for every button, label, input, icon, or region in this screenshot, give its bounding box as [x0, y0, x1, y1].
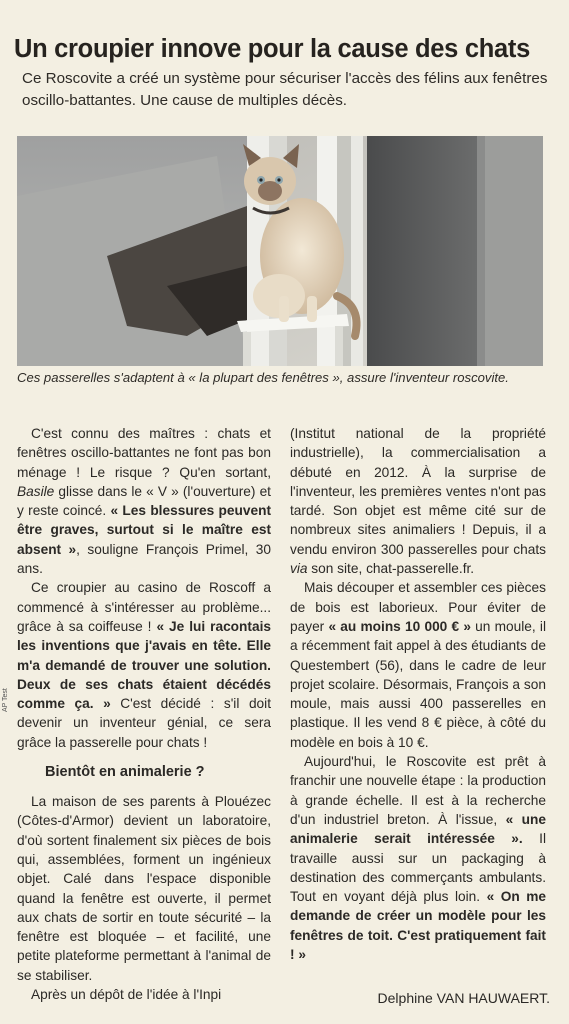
- photo-credit: AP Test: [2, 688, 9, 712]
- paragraph-1: C'est connu des maîtres : chats et fenêtres oscillo-battantes ne font pas bon ménage ! Le risque ? Qu'en sortant, Basile glisse dans le « V » (l'ouverture) et y reste coincé. « Les blessures peuvent être graves, surtout si le maître est absent », souligne François Primel, 30 ans.: [17, 426, 271, 577]
- article-photo-cat-on-window-passerelle: [17, 136, 543, 366]
- paragraph-3: La maison de ses parents à Plouézec (Côtes-d'Armor) devient un laboratoire, d'où sortent finalement six pièces de bois qui, assemblées, forment un ingénieux objet. Calé dans l'espace disponible quand la fenêtre est ouverte, il permet aux chats de sortir en toute sécurité – la fenêtre est bloquée – et facilité, une petite plateforme permettant à l'animal de se stabiliser.: [17, 794, 271, 983]
- paragraph-4-continued: (Institut national de la propriété industrielle), la commercialisation a débuté en 2012. À la surprise de l'inventeur, les premières ventes n'ont pas tardé. Son objet est même cité sur de nombreux sites animaliers ! Depuis, il a vendu environ 300 passerelles pour chats via son site, chat-passerelle.fr.: [290, 426, 546, 577]
- article-subhead: Bientôt en animalerie ?: [45, 764, 205, 781]
- article-column-right: [290, 424, 546, 964]
- paragraph-4-start: Après un dépôt de l'idée à l'Inpi: [31, 987, 222, 1003]
- author-signature: Delphine VAN HAUWAERT.: [377, 990, 550, 1006]
- article-headline: Un croupier innove pour la cause des chats: [14, 35, 530, 63]
- paragraph-6: Aujourd'hui, le Roscovite est prêt à franchir une nouvelle étape : la production à grande échelle. Il est à la recherche d'un industriel breton. À l'issue, « une animalerie serait intéressée ». Il travaille aussi sur un packaging à destination des commerçants ambulants. Tout en voyant déjà plus loin. « On me demande de créer un modèle pour les fenêtres de toit. C'est pratiquement fait ! »: [290, 754, 546, 963]
- paragraph-2: Ce croupier au casino de Roscoff a commencé à s'intéresser au problème... grâce à sa coiffeuse ! « Je lui racontais les inventions que j'avais en tête. Elle m'a demandé de trouver une solution. Deux de ses chats étaient décédés comme ça. » C'est décidé : s'il doit devenir un inventeur génial, ce sera grâce la passerelle pour chats !: [17, 580, 272, 750]
- article-column-left: [17, 424, 271, 1004]
- paragraph-5: Mais découper et assembler ces pièces de bois est laborieux. Pour éviter de payer « au moins 10 000 € » un moule, il a récemment fait appel à des étudiants de Questembert (56), dans le cadre de leur projet scolaire. Désormais, François a son moule, mais aussi 400 passerelles en plastique. Il les vend 8 € pièce, à côté du modèle en bois à 10 €.: [290, 580, 546, 750]
- article-standfirst: Ce Roscovite a créé un système pour sécuriser l'accès des félins aux fenêtres oscillo-battantes. Une cause de multiples décès.: [22, 70, 548, 109]
- photo-caption: Ces passerelles s'adaptent à « la plupart des fenêtres », assure l'inventeur roscovite.: [17, 370, 509, 385]
